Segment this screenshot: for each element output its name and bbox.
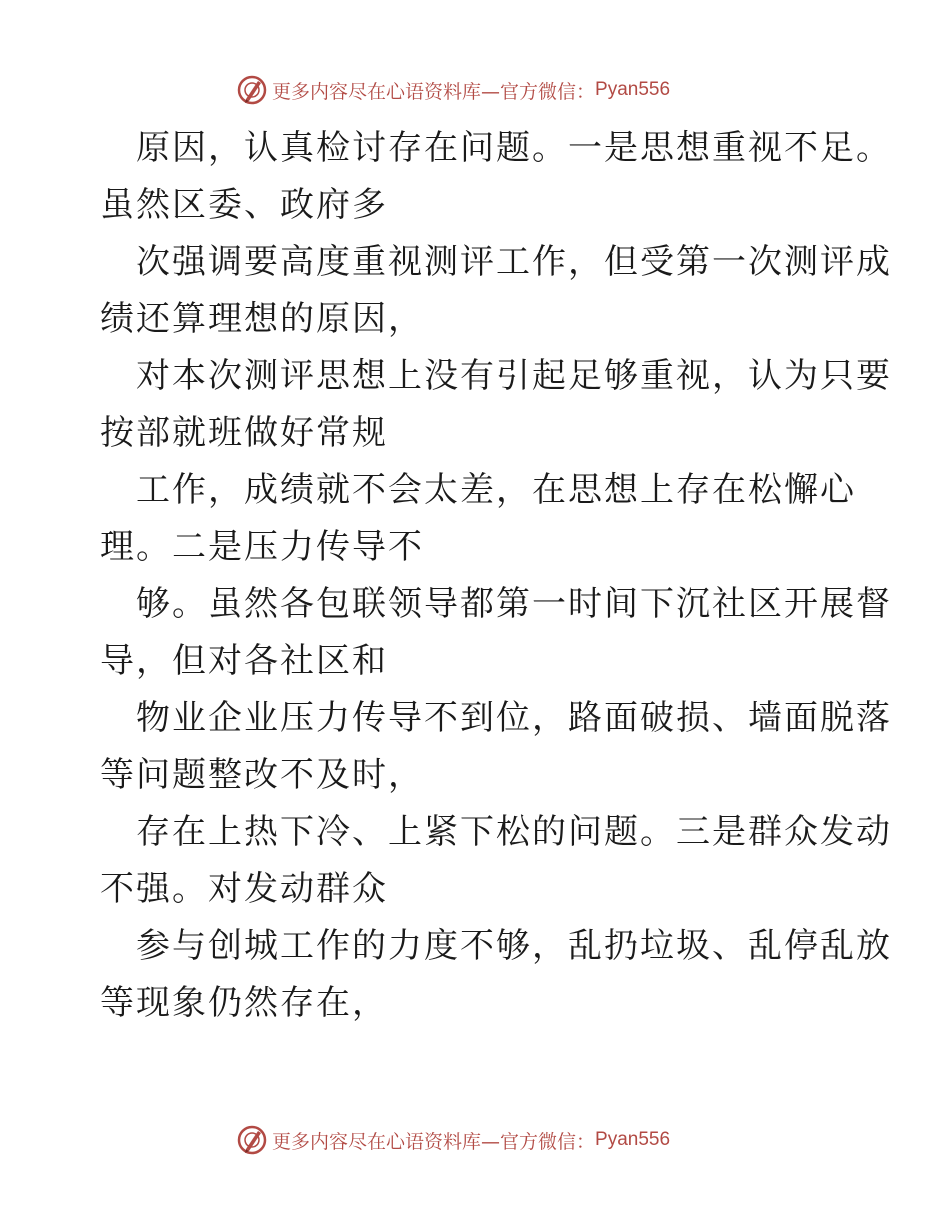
text-line: 存在上热下冷、上紧下松的问题。三是群众发动 — [136, 812, 892, 852]
text-line: 不强。对发动群众 — [100, 869, 388, 909]
text-line: 绩还算理想的原因， — [100, 299, 424, 339]
text-line: 对本次测评思想上没有引起足够重视，认为只要 — [136, 356, 892, 396]
text-line: 够。虽然各包联领导都第一时间下沉社区开展督 — [136, 584, 892, 624]
text-line: 物业企业压力传导不到位，路面破损、墙面脱落 — [136, 698, 892, 738]
watermark-wechat-id: Pyan556 — [595, 1129, 671, 1150]
text-line: 原因，认真检讨存在问题。一是思想重视不足。 — [136, 128, 892, 168]
watermark-text: 更多内容尽在心语资料库—官方微信： — [272, 1130, 596, 1153]
header-watermark — [236, 73, 670, 107]
text-line: 参与创城工作的力度不够，乱扔垃圾、乱停乱放 — [136, 926, 892, 966]
pen-logo-icon — [236, 74, 268, 106]
text-line: 等现象仍然存在， — [100, 983, 388, 1023]
watermark-wechat-id: Pyan556 — [595, 79, 671, 100]
text-line: 虽然区委、政府多 — [100, 185, 388, 225]
text-line: 理。二是压力传导不 — [100, 527, 424, 567]
footer-watermark — [236, 1123, 670, 1157]
text-line: 导，但对各社区和 — [100, 641, 388, 681]
text-line: 按部就班做好常规 — [100, 413, 388, 453]
document-body — [100, 120, 892, 1032]
text-line: 次强调要高度重视测评工作，但受第一次测评成 — [136, 242, 892, 282]
pen-logo-icon — [236, 1124, 268, 1156]
text-line: 等问题整改不及时， — [100, 755, 424, 795]
text-line: 工作，成绩就不会太差，在思想上存在松懈心 — [136, 470, 856, 510]
watermark-text: 更多内容尽在心语资料库—官方微信： — [272, 80, 596, 103]
